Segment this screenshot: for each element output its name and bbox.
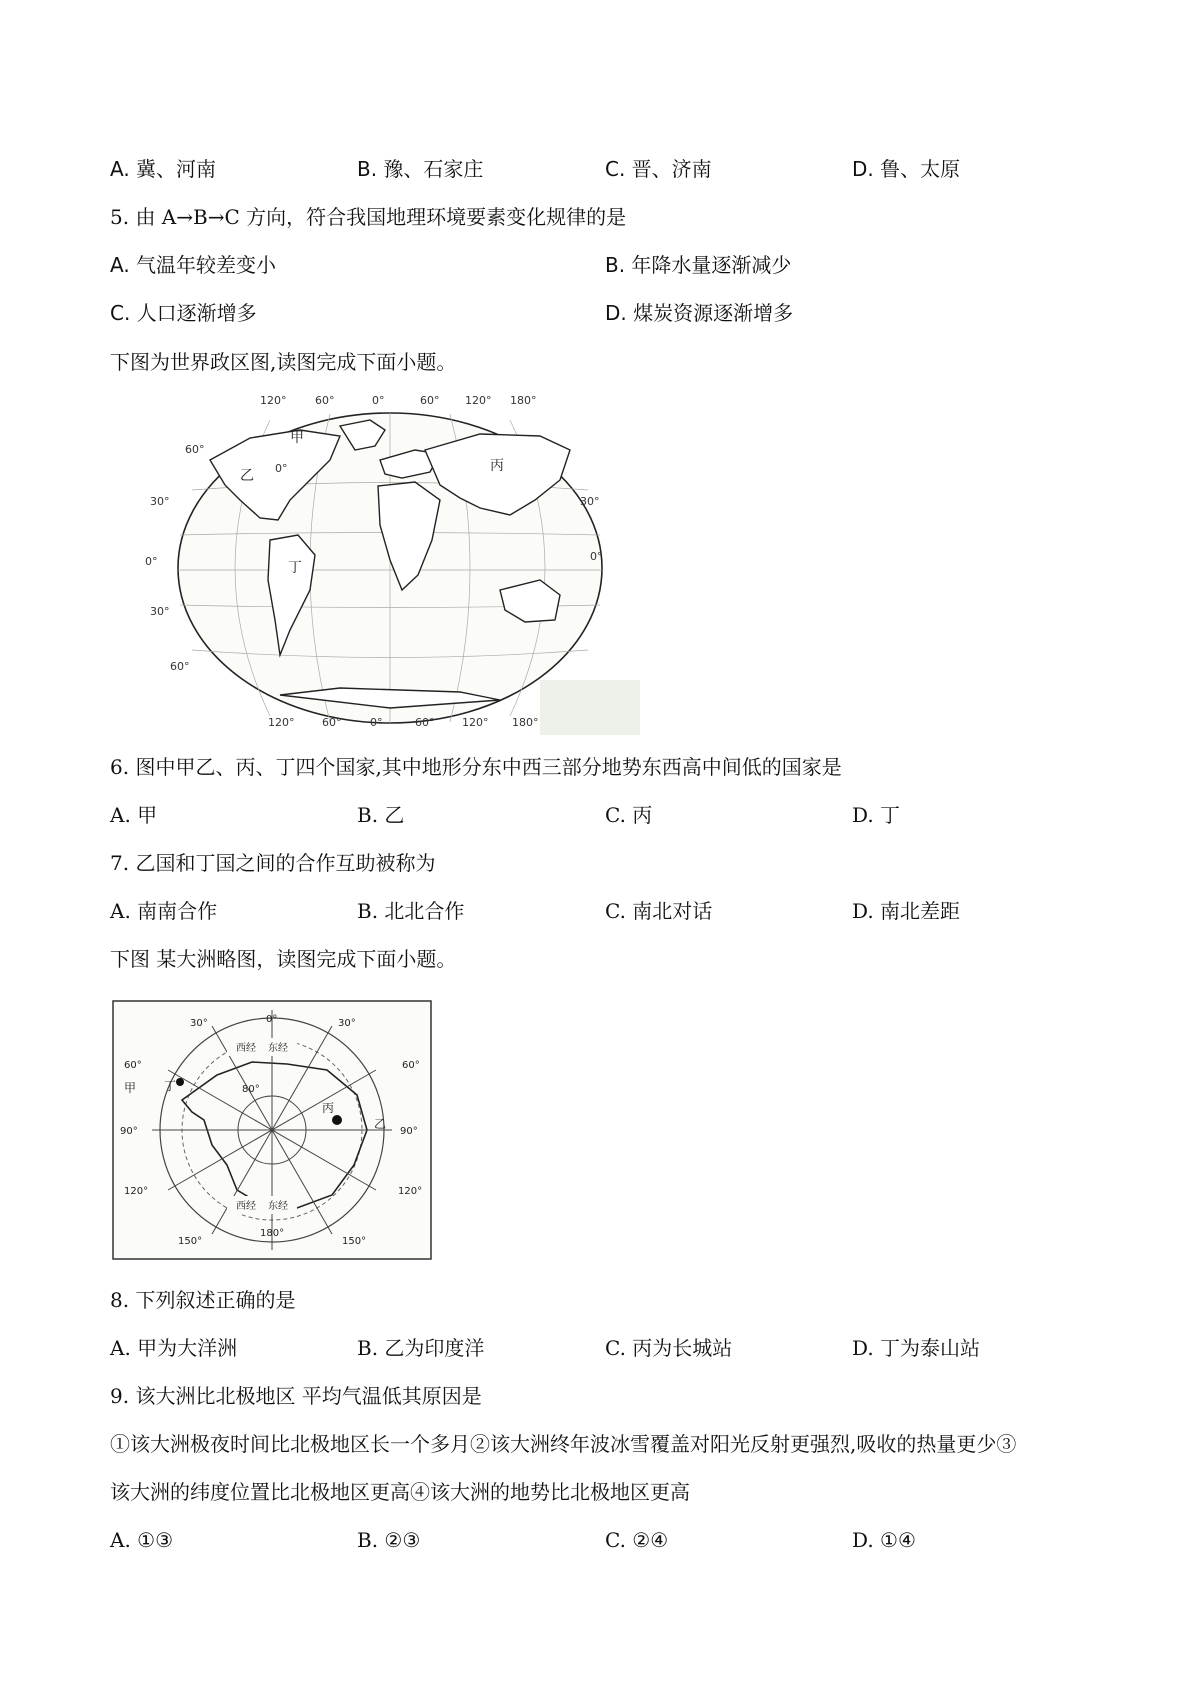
meridian-label: 90° [400, 1126, 418, 1137]
q5-option-b: B. 年降水量逐渐减少 [605, 253, 792, 277]
hemisphere-label: 东经 [268, 1043, 288, 1054]
q9-statement-line-2: 该大洲的纬度位置比北极地区更高④该大洲的地势比北极地区更高 [110, 1480, 690, 1504]
antarctica-map [112, 1000, 432, 1260]
world-map-intro: 下图为世界政区图,读图完成下面小题。 [110, 350, 457, 374]
q5-option-d: D. 煤炭资源逐渐增多 [605, 301, 794, 325]
world-map-bottom-label: 120° [462, 716, 489, 729]
marker-ding: 丁 [164, 1079, 177, 1093]
q5-option-a: A. 气温年较差变小 [110, 253, 277, 277]
q9-statement-line-1: ①该大洲极夜时间比北极地区长一个多月②该大洲终年波冰雪覆盖对阳光反射更强烈,吸收的热量更少③ [110, 1432, 1017, 1456]
world-map-top-label: 120° [465, 394, 492, 407]
q8-option-d: D. 丁为泰山站 [852, 1336, 981, 1360]
q6-option-b: B. 乙 [357, 803, 405, 827]
meridian-label: 180° [260, 1228, 285, 1239]
meridian-label: 150° [178, 1236, 203, 1247]
q9-stem: 9. 该大洲比北极地区 平均气温低其原因是 [110, 1384, 482, 1408]
q9-option-d: D. ①④ [852, 1528, 916, 1552]
world-map-top-label: 60° [420, 394, 440, 407]
q4-option-a: A. 冀、河南 [110, 157, 217, 181]
world-map-inner-label: 0° [275, 462, 288, 475]
meridian-label: 30° [338, 1018, 356, 1029]
q5-option-c: C. 人口逐渐增多 [110, 301, 257, 325]
marker-yi: 乙 [374, 1117, 387, 1131]
q8-stem: 8. 下列叙述正确的是 [110, 1288, 296, 1312]
q7-option-b: B. 北北合作 [357, 899, 465, 923]
q6-option-c: C. 丙 [605, 803, 653, 827]
q9-option-b: B. ②③ [357, 1528, 421, 1552]
hemisphere-label: 东经 [268, 1201, 288, 1212]
latitude-label: 80° [242, 1084, 260, 1095]
world-map-bottom-label: 180° [512, 716, 539, 729]
q8-option-b: B. 乙为印度洋 [357, 1336, 485, 1360]
q9-option-a: A. ①③ [110, 1528, 174, 1552]
polar-map-intro: 下图 某大洲略图，读图完成下面小题。 [110, 947, 457, 971]
country-ding: 丁 [288, 560, 302, 576]
meridian-label: 0° [266, 1014, 278, 1025]
q4-option-d: D. 鲁、太原 [852, 157, 961, 181]
world-map-lat-label: 0° [590, 550, 603, 563]
q8-option-c: C. 丙为长城站 [605, 1336, 733, 1360]
world-map-bottom-label: 60° [322, 716, 342, 729]
q6-option-a: A. 甲 [110, 803, 158, 827]
world-map-bottom-label: 60° [415, 716, 435, 729]
q4-option-c: C. 晋、济南 [605, 157, 712, 181]
world-map-lat-label: 30° [580, 495, 600, 508]
world-map-bottom-label: 0° [370, 716, 383, 729]
meridian-label: 150° [342, 1236, 367, 1247]
world-map-top-label: 180° [510, 394, 537, 407]
world-map-bottom-label: 120° [268, 716, 295, 729]
world-map-top-label: 60° [315, 394, 335, 407]
q7-stem: 7. 乙国和丁国之间的合作互助被称为 [110, 851, 436, 875]
world-map-lat-label: 60° [170, 660, 190, 673]
meridian-label: 120° [124, 1186, 149, 1197]
meridian-label: 90° [120, 1126, 138, 1137]
q7-option-c: C. 南北对话 [605, 899, 713, 923]
q6-option-d: D. 丁 [852, 803, 901, 827]
country-yi: 乙 [240, 468, 254, 484]
world-map-lat-label: 60° [185, 443, 205, 456]
world-map-lat-label: 30° [150, 605, 170, 618]
q5-stem: 5. 由 A→B→C 方向，符合我国地理环境要素变化规律的是 [110, 205, 627, 229]
marker-bing: 丙 [322, 1101, 335, 1115]
meridian-label: 30° [190, 1018, 208, 1029]
world-map-lat-label: 30° [150, 495, 170, 508]
country-jia: 甲 [290, 430, 304, 446]
q7-option-a: A. 南南合作 [110, 899, 218, 923]
q8-option-a: A. 甲为大洋洲 [110, 1336, 238, 1360]
q7-option-d: D. 南北差距 [852, 899, 961, 923]
world-map-top-label: 0° [372, 394, 385, 407]
q9-option-c: C. ②④ [605, 1528, 669, 1552]
world-political-map [140, 390, 640, 735]
hemisphere-label: 西经 [236, 1201, 256, 1212]
hemisphere-label: 西经 [236, 1043, 256, 1054]
meridian-label: 60° [402, 1060, 420, 1071]
q4-option-b: B. 豫、石家庄 [357, 157, 484, 181]
world-map-lat-label: 0° [145, 555, 158, 568]
q6-stem: 6. 图中甲乙、丙、丁四个国家,其中地形分东中西三部分地势东西高中间低的国家是 [110, 755, 842, 779]
marker-jia: 甲 [124, 1081, 137, 1095]
world-map-top-label: 120° [260, 394, 287, 407]
meridian-label: 120° [398, 1186, 423, 1197]
meridian-label: 60° [124, 1060, 142, 1071]
country-bing: 丙 [490, 458, 504, 474]
